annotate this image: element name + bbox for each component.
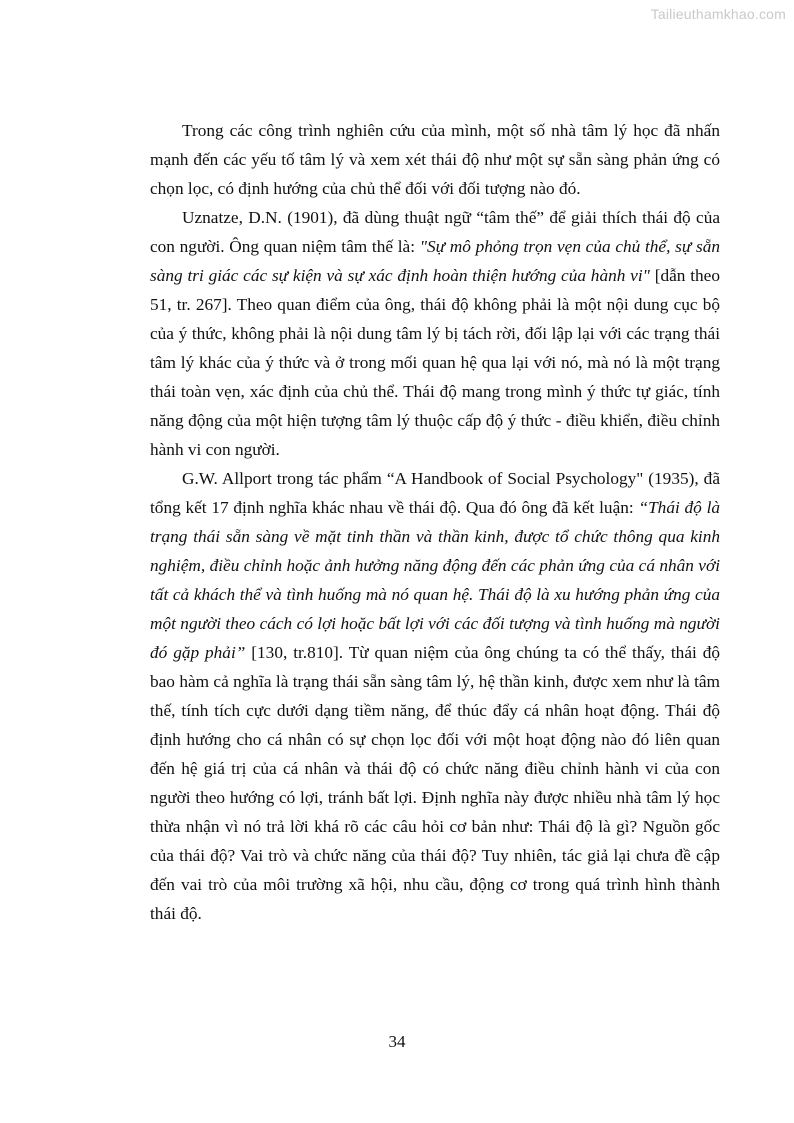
paragraph-3-text: G.W. Allport trong tác phẩm “A Handbook of Social Psychology" (1935), đã tổng kết 17 định nghĩa khác nhau về thái độ. Qua đó ông đã kết luận: xyxy=(150,469,720,517)
paragraph-3 xyxy=(150,464,720,928)
paragraph-2-text: Uznatze, D.N. (1901), đã dùng thuật ngữ “tâm thế” để giải thích thái độ của con người. Ông quan niệm tâm thế là: xyxy=(150,208,720,256)
document-body xyxy=(150,116,720,928)
paragraph-3-text-cont: [130, tr.810]. Từ quan niệm của ông chúng ta có thể thấy, thái độ bao hàm cả nghĩa là trạng thái sẵn sàng tâm lý, hệ thần kinh, được xem như là tâm thế, tính tích cực dưới dạng tiềm năng, để thúc đẩy cá nhân hoạt động. Thái độ định hướng cho cá nhân có sự chọn lọc đối với một hoạt động nào đó liên quan đến hệ giá trị của cá nhân và thái độ có chức năng điều chỉnh hành vi của con người theo hướng có lợi, tránh bất lợi. Định nghĩa này được nhiều nhà tâm lý học thừa nhận vì nó trả lời khá rõ các câu hỏi cơ bản như: Thái độ là gì? Nguồn gốc của thái độ? Vai trò và chức năng của thái độ? Tuy nhiên, tác giả lại chưa đề cập đến vai trò của môi trường xã hội, nhu cầu, động cơ trong quá trình hình thành thái độ. xyxy=(150,643,720,923)
paragraph-1 xyxy=(150,116,720,203)
paragraph-2-text-cont: [dẫn theo 51, tr. 267]. Theo quan điểm của ông, thái độ không phải là một nội dung cục bộ của ý thức, không phải là nội dung tâm lý bị tách rời, đối lập lại với các trạng thái tâm lý khác của ý thức và ở trong mối quan hệ qua lại với nó, mà nó là một trạng thái toàn vẹn, xác định của chủ thể. Thái độ mang trong mình ý thức tự giác, tính năng động của một hiện tượng tâm lý thuộc cấp độ ý thức - điều khiển, điều chỉnh hành vi con người. xyxy=(150,266,720,459)
page-number: 34 xyxy=(388,1032,406,1051)
paragraph-1-text: Trong các công trình nghiên cứu của mình, một số nhà tâm lý học đã nhấn mạnh đến các yếu tố tâm lý và xem xét thái độ như một sự sẵn sàng phản ứng có chọn lọc, có định hướng của chủ thể đối với đối tượng nào đó. xyxy=(150,121,720,198)
paragraph-3-quote: “Thái độ là trạng thái sẵn sàng về mặt tinh thần và thần kinh, được tổ chức thông qua kinh nghiệm, điều chỉnh hoặc ảnh hưởng năng động đến các phản ứng của cá nhân với tất cả khách thể và tình huống mà nó quan hệ. Thái độ là xu hướng phản ứng của một người theo cách có lợi hoặc bất lợi với các đối tượng và tình huống mà người đó gặp phải” xyxy=(150,498,721,662)
paragraph-2-quote: "Sự mô phỏng trọn vẹn của chủ thể, sự sẵn sàng tri giác các sự kiện và sự xác định hoàn thiện hướng của hành vi" xyxy=(150,237,720,285)
watermark-text: Tailieuthamkhao.com xyxy=(650,6,786,22)
paragraph-2 xyxy=(150,203,720,464)
